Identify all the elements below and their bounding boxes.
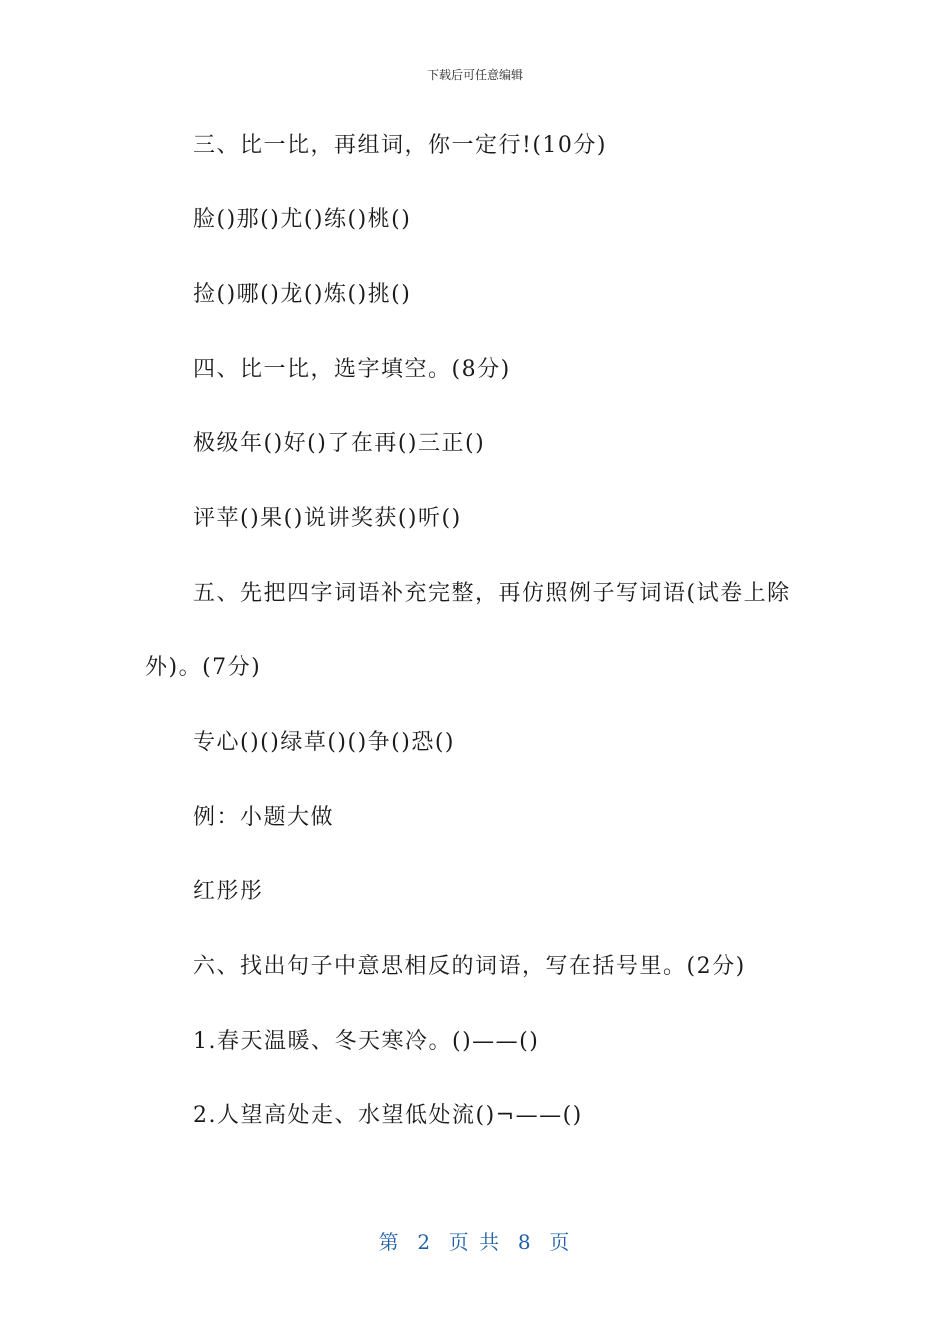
section-five-example-2: 红彤彤 [193, 879, 264, 904]
section-six-item-2: 2.人望高处走、水望低处流()¬——() [193, 1103, 583, 1128]
section-three-row-2: 捡()哪()龙()炼()挑() [193, 282, 412, 307]
section-six-item-1: 1.春天温暖、冬天寒冷。()——() [193, 1029, 540, 1054]
page-number-footer: 第 2 页 共 8 页 [378, 1230, 572, 1254]
section-five-heading-continued: 外)。(7分) [145, 655, 262, 680]
section-six-heading: 六、找出句子中意思相反的词语，写在括号里。(2分) [193, 954, 746, 979]
section-five-row-1: 专心()()绿草()()争()恐() [193, 730, 455, 755]
section-five-heading: 五、先把四字词语补充完整，再仿照例子写词语(试卷上除 [193, 581, 791, 606]
page-header-note: 下载后可任意编辑 [426, 68, 523, 82]
section-four-row-2: 评苹()果()说讲奖获()听() [193, 506, 462, 531]
section-four-row-1: 极级年()好()了在再()三正() [193, 431, 486, 456]
section-three-row-1: 脸()那()尤()练()桃() [193, 207, 412, 232]
section-five-example: 例：小题大做 [193, 805, 335, 830]
section-three-heading: 三、比一比，再组词，你一定行!(10分) [193, 133, 608, 158]
section-four-heading: 四、比一比，选字填空。(8分) [193, 357, 511, 382]
